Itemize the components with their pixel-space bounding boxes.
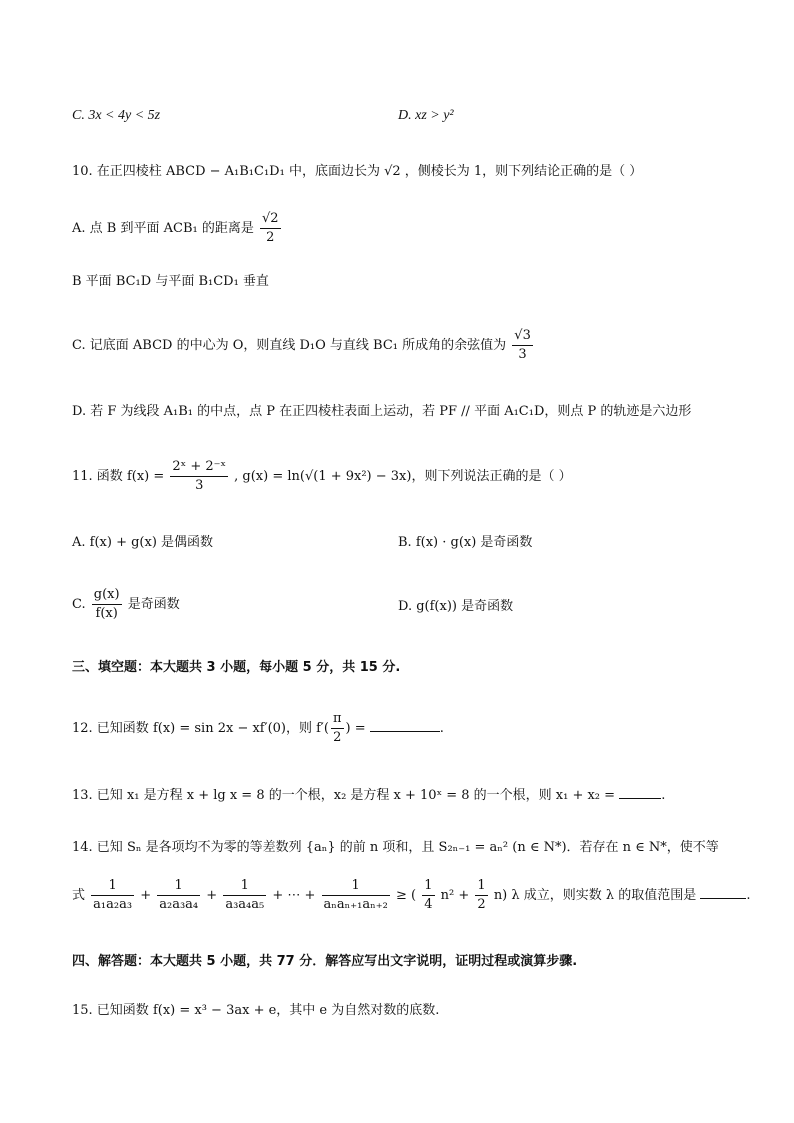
q10-option-c-fraction: $\frac{√3}{3}$ (514, 328, 531, 362)
q14-term-2: $\frac{1}{\text{a₂a₃a₄}}$ (159, 878, 199, 912)
q10-option-b: B 平面 BC₁D 与平面 B₁CD₁ 垂直 (72, 274, 269, 289)
q12-answer-blank[interactable] (370, 717, 440, 732)
section-4-heading: 四、解答题：本大题共 5 小题，共 77 分．解答应写出文字说明，证明过程或演算步骤. (72, 954, 578, 969)
q9-option-d: D. xz > y² (398, 108, 454, 123)
q10-stem: 10. 在正四棱柱 ABCD − A₁B₁C₁D₁ 中，底面边长为 √2 ，侧棱长为 1，则下列结论正确的是（ ） (72, 164, 643, 179)
q11-option-c: C. $\frac{g(x)}{f(x)}$ 是奇函数 (72, 587, 180, 621)
q11-option-c-fraction: $\frac{g(x)}{f(x)}$ (93, 587, 120, 621)
q14-half: $\frac{1}{2}$ (477, 878, 486, 912)
q12: 12. 已知函数 f(x) = sin 2x − xf′(0)，则 f′( $\frac{\pi}{2}$ ) = . (72, 711, 444, 745)
q12-fraction: $\frac{\pi}{2}$ (332, 711, 342, 745)
q14-quarter: $\frac{1}{4}$ (424, 878, 433, 912)
q14-line-2: 式 $\frac{1}{\text{a₁a₂a₃}}$ + $\frac{1}{\text{a₂a₃a₄}}$ + $\frac{1}{\text{a₃a₄a₅}}$ + ⋯ + $\frac{1}{\text{aₙaₙ₊₁aₙ₊₂}}$ ≥ ( $\frac{1}{4}$ n² + $\frac{1}{2}$ n) λ 成立，则实数 λ 的取值范围是 . (72, 878, 751, 912)
q14-answer-blank[interactable] (700, 884, 746, 899)
q14-line-1: 14. 已知 Sₙ 是各项均不为零的等差数列 {aₙ} 的前 n 项和，且 S₂ₙ₋₁ = aₙ² (n ∈ N*)．若存在 n ∈ N*，使不等 (72, 840, 719, 855)
q11-stem: 11. 函数 f(x) = $\frac{\text{2ˣ + 2⁻ˣ}}{3}$ , g(x) = ln(√(1 + 9x²) − 3x)，则下列说法正确的是（ ） (72, 459, 572, 493)
q14-term-1: $\frac{1}{\text{a₁a₂a₃}}$ (93, 878, 133, 912)
q15: 15. 已知函数 f(x) = x³ − 3ax + e，其中 e 为自然对数的底数. (72, 1003, 440, 1018)
section-3-heading: 三、填空题：本大题共 3 小题，每小题 5 分，共 15 分. (72, 660, 401, 675)
q11-stem-fraction: $\frac{\text{2ˣ + 2⁻ˣ}}{3}$ (172, 459, 226, 493)
q11-option-a: A. f(x) + g(x) 是偶函数 (72, 535, 214, 550)
q11-option-b: B. f(x) · g(x) 是奇函数 (398, 535, 533, 550)
q13: 13. 已知 x₁ 是方程 x + lg x = 8 的一个根，x₂ 是方程 x + 10ˣ = 8 的一个根，则 x₁ + x₂ = . (72, 784, 665, 806)
q13-answer-blank[interactable] (619, 784, 661, 799)
q14-term-3: $\frac{1}{\text{a₃a₄a₅}}$ (225, 878, 265, 912)
q14-term-n: $\frac{1}{\text{aₙaₙ₊₁aₙ₊₂}}$ (323, 878, 388, 912)
q10-option-a: A. 点 B 到平面 ACB₁ 的距离是 $\frac{√2}{2}$ (72, 211, 279, 245)
q10-option-d: D. 若 F 为线段 A₁B₁ 的中点，点 P 在正四棱柱表面上运动，若 PF // 平面 A₁C₁D，则点 P 的轨迹是六边形 (72, 404, 692, 419)
q11-option-d: D. g(f(x)) 是奇函数 (398, 599, 514, 614)
q10-option-c: C. 记底面 ABCD 的中心为 O，则直线 D₁O 与直线 BC₁ 所成角的余弦值为 $\frac{√3}{3}$ (72, 328, 531, 362)
q10-option-a-fraction: $\frac{√2}{2}$ (261, 211, 279, 245)
q9-option-c: C. 3x < 4y < 5z (72, 108, 161, 123)
